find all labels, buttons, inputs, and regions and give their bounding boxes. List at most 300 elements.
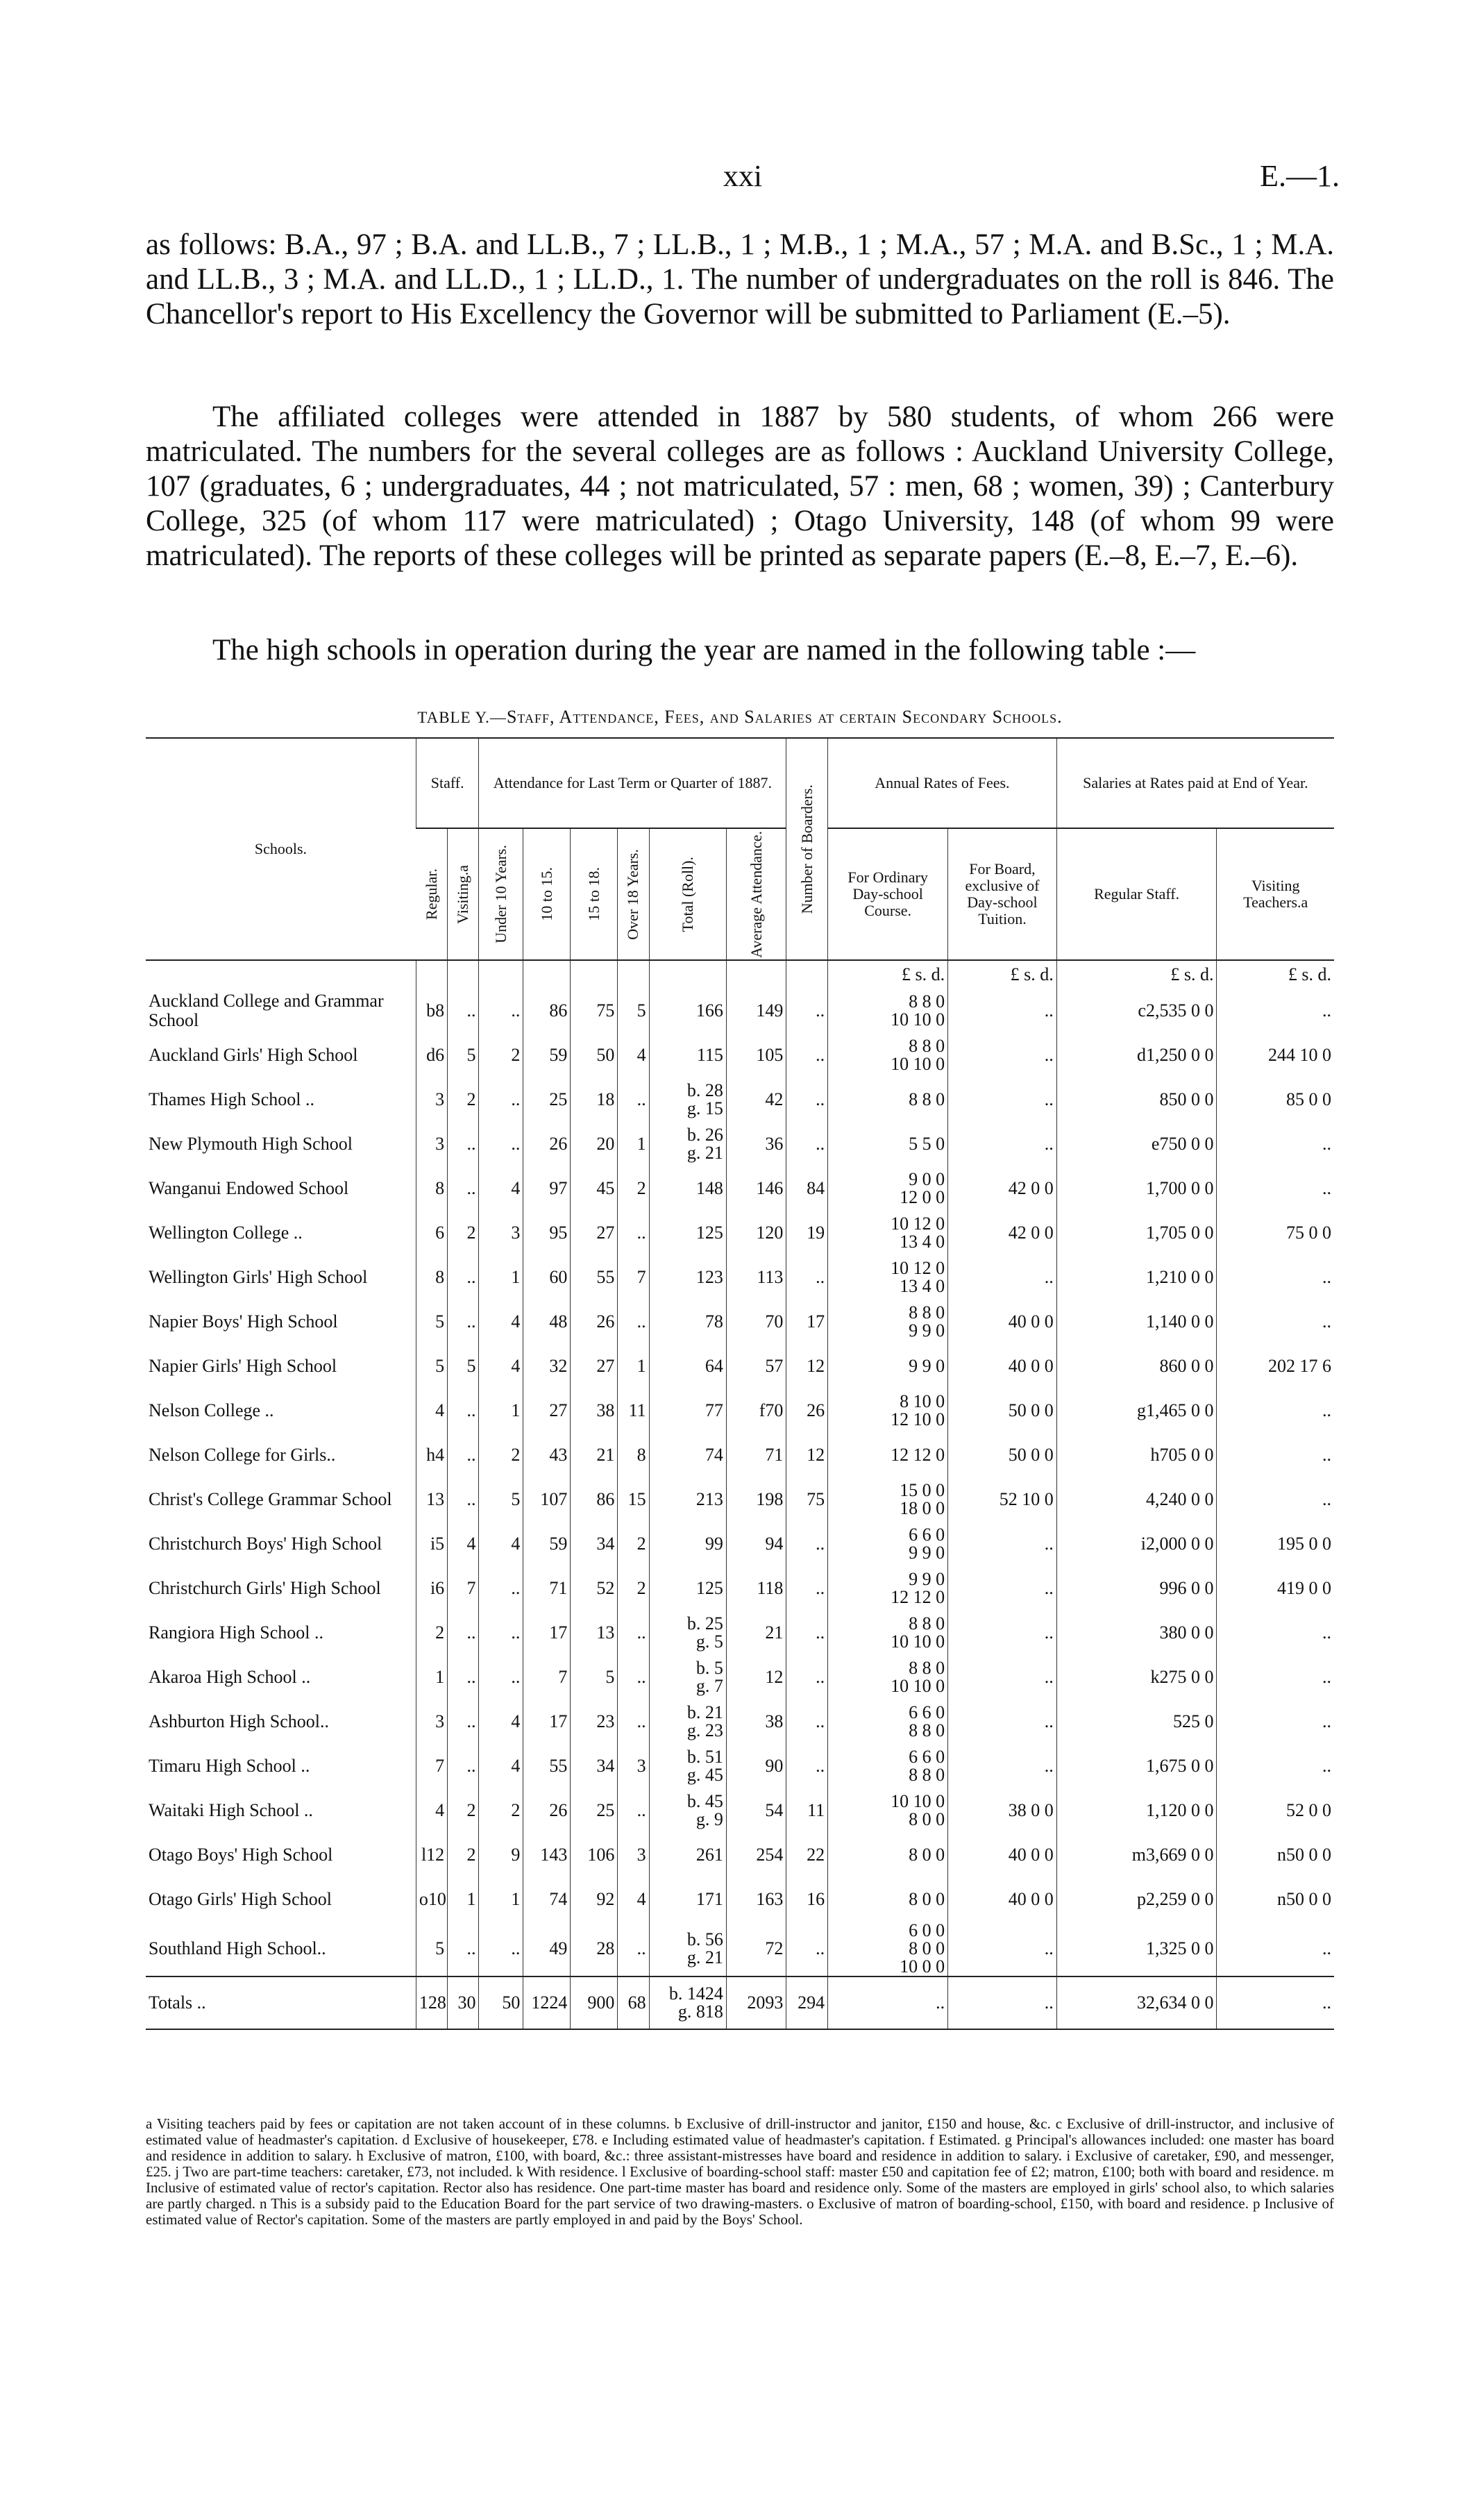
col-boarders: Number of Boarders. — [786, 738, 828, 960]
cell-a15: 106 — [571, 1833, 618, 1877]
cell-school: Napier Girls' High School — [149, 1356, 337, 1376]
cell-boarders: 16 — [786, 1877, 828, 1922]
cell-fee: 6 6 0 8 8 0 — [828, 1699, 948, 1744]
cell-school: Wellington College .. — [149, 1223, 303, 1243]
cell-board: .. — [948, 1699, 1057, 1744]
cell-average: 57 — [726, 1344, 786, 1388]
cell-visiting: .. — [448, 1744, 479, 1788]
cell-regular: 8 — [416, 1166, 447, 1211]
cell-under10: .. — [479, 989, 523, 1033]
cell-a10: 26 — [523, 1122, 571, 1166]
cell-school: Ashburton High School.. — [149, 1711, 329, 1731]
cell-a10: 1224 — [523, 1976, 571, 2029]
cell-fee: 8 8 0 9 9 0 — [828, 1300, 948, 1344]
cell-visiting: .. — [448, 1255, 479, 1300]
table-row — [146, 1655, 1334, 1699]
cell-total: 125 — [649, 1566, 726, 1611]
col-attendance: Attendance for Last Term or Quarter of 1887. — [479, 738, 786, 828]
cell-visiting: .. — [448, 1388, 479, 1433]
cell-under10: .. — [479, 1611, 523, 1655]
cell-a10: 59 — [523, 1033, 571, 1077]
cell-vis: .. — [1217, 1166, 1334, 1211]
cell-boarders: .. — [786, 1566, 828, 1611]
cell-a15: 27 — [571, 1344, 618, 1388]
cell-a15: 13 — [571, 1611, 618, 1655]
cell-reg: 1,700 0 0 — [1056, 1166, 1217, 1211]
cell-regular: 4 — [416, 1788, 447, 1833]
cell-vis: .. — [1217, 1655, 1334, 1699]
cell-total: b. 25 g. 5 — [649, 1611, 726, 1655]
cell-board: .. — [948, 1744, 1057, 1788]
cell-school: Auckland Girls' High School — [149, 1045, 358, 1065]
cell-board: .. — [948, 1655, 1057, 1699]
table-caption-title: Staff, Attendance, Fees, and Salaries at certain Secondary Schools. — [506, 707, 1063, 727]
cell-board: 50 0 0 — [948, 1388, 1057, 1433]
cell-a15: 27 — [571, 1211, 618, 1255]
cell-regular: d6 — [416, 1033, 447, 1077]
col-schools: Schools. — [146, 738, 416, 960]
cell-under10: 4 — [479, 1166, 523, 1211]
cell-under10: 1 — [479, 1877, 523, 1922]
cell-visiting: 4 — [448, 1522, 479, 1566]
table-row — [146, 1033, 1334, 1077]
cell-over18: 4 — [618, 1033, 649, 1077]
cell-a15: 5 — [571, 1655, 618, 1699]
cell-reg: k275 0 0 — [1056, 1655, 1217, 1699]
cell-visiting: 5 — [448, 1344, 479, 1388]
cell-average: 12 — [726, 1655, 786, 1699]
cell-average: f70 — [726, 1388, 786, 1433]
cell-over18: .. — [618, 1211, 649, 1255]
page-number: xxi — [723, 159, 763, 193]
cell-vis: n50 0 0 — [1217, 1877, 1334, 1922]
cell-visiting: 2 — [448, 1833, 479, 1877]
cell-total: b. 1424 g. 818 — [649, 1976, 726, 2029]
cell-reg: d1,250 0 0 — [1056, 1033, 1217, 1077]
cell-total: 74 — [649, 1433, 726, 1477]
col-total: Total (Roll). — [649, 828, 726, 960]
cell-a10: 7 — [523, 1655, 571, 1699]
cell-a10: 107 — [523, 1477, 571, 1522]
secondary-schools-table — [146, 737, 1334, 2030]
cell-school: Otago Boys' High School — [149, 1845, 333, 1865]
cell-over18: 3 — [618, 1833, 649, 1877]
cell-visiting: .. — [448, 1922, 479, 1976]
cell-school: Nelson College .. — [149, 1400, 274, 1420]
col-regular: Regular. — [416, 828, 447, 960]
cell-over18: .. — [618, 1655, 649, 1699]
cell-school: Nelson College for Girls.. — [149, 1445, 336, 1465]
cell-visiting: 1 — [448, 1877, 479, 1922]
cell-fee: 10 10 0 8 0 0 — [828, 1788, 948, 1833]
cell-reg: 4,240 0 0 — [1056, 1477, 1217, 1522]
cell-school: Waitaki High School .. — [149, 1800, 313, 1820]
cell-fee: 9 9 0 — [828, 1344, 948, 1388]
cell-average: 254 — [726, 1833, 786, 1877]
cell-visiting: .. — [448, 1122, 479, 1166]
cell-over18: .. — [618, 1077, 649, 1122]
cell-reg: p2,259 0 0 — [1056, 1877, 1217, 1922]
cell-board: .. — [948, 1922, 1057, 1976]
cell-vis: 85 0 0 — [1217, 1077, 1334, 1122]
cell-board: 40 0 0 — [948, 1300, 1057, 1344]
cell-reg: 32,634 0 0 — [1056, 1976, 1217, 2029]
cell-total: b. 28 g. 15 — [649, 1077, 726, 1122]
units-row — [146, 960, 1334, 989]
cell-a10: 25 — [523, 1077, 571, 1122]
cell-visiting: .. — [448, 1611, 479, 1655]
cell-over18: 8 — [618, 1433, 649, 1477]
cell-total: 99 — [649, 1522, 726, 1566]
cell-over18: 5 — [618, 989, 649, 1033]
cell-boarders: 294 — [786, 1976, 828, 2029]
cell-reg: 380 0 0 — [1056, 1611, 1217, 1655]
cell-over18: 68 — [618, 1976, 649, 2029]
cell-boarders: 17 — [786, 1300, 828, 1344]
cell-regular: 3 — [416, 1699, 447, 1744]
table-row — [146, 1611, 1334, 1655]
cell-regular: 5 — [416, 1300, 447, 1344]
table-row — [146, 1166, 1334, 1211]
cell-total: 148 — [649, 1166, 726, 1211]
cell-fee: 8 10 0 12 10 0 — [828, 1388, 948, 1433]
cell-vis: .. — [1217, 1477, 1334, 1522]
cell-under10: 2 — [479, 1433, 523, 1477]
table-row — [146, 1788, 1334, 1833]
cell-regular: 8 — [416, 1255, 447, 1300]
cell-a10: 60 — [523, 1255, 571, 1300]
cell-vis: 202 17 6 — [1217, 1344, 1334, 1388]
cell-vis: 244 10 0 — [1217, 1033, 1334, 1077]
cell-board: .. — [948, 1033, 1057, 1077]
cell-regular: h4 — [416, 1433, 447, 1477]
cell-total: 77 — [649, 1388, 726, 1433]
cell-a10: 49 — [523, 1922, 571, 1976]
cell-over18: .. — [618, 1611, 649, 1655]
cell-regular: 6 — [416, 1211, 447, 1255]
cell-reg: 1,675 0 0 — [1056, 1744, 1217, 1788]
cell-visiting: 7 — [448, 1566, 479, 1611]
cell-total: b. 26 g. 21 — [649, 1122, 726, 1166]
cell-total: 166 — [649, 989, 726, 1033]
cell-over18: 3 — [618, 1744, 649, 1788]
table-row — [146, 989, 1334, 1033]
cell-average: 90 — [726, 1744, 786, 1788]
col-10to15: 10 to 15. — [523, 828, 571, 960]
cell-boarders: .. — [786, 1033, 828, 1077]
cell-vis: 52 0 0 — [1217, 1788, 1334, 1833]
cell-a15: 34 — [571, 1744, 618, 1788]
cell-over18: .. — [618, 1922, 649, 1976]
cell-total: b. 45 g. 9 — [649, 1788, 726, 1833]
cell-a15: 92 — [571, 1877, 618, 1922]
cell-visiting: 5 — [448, 1033, 479, 1077]
cell-average: 36 — [726, 1122, 786, 1166]
cell-under10: 4 — [479, 1699, 523, 1744]
cell-fee: 15 0 0 18 0 0 — [828, 1477, 948, 1522]
cell-fee: 5 5 0 — [828, 1122, 948, 1166]
cell-average: 2093 — [726, 1976, 786, 2029]
cell-reg: g1,465 0 0 — [1056, 1388, 1217, 1433]
cell-school: Timaru High School .. — [149, 1756, 310, 1776]
page-header — [146, 158, 1340, 200]
units-fee: £ s. d. — [828, 960, 948, 989]
cell-fee: 9 0 0 12 0 0 — [828, 1166, 948, 1211]
table-row — [146, 1522, 1334, 1566]
cell-boarders: .. — [786, 989, 828, 1033]
cell-over18: 4 — [618, 1877, 649, 1922]
cell-over18: 2 — [618, 1522, 649, 1566]
cell-regular: o10 — [416, 1877, 447, 1922]
cell-a15: 52 — [571, 1566, 618, 1611]
cell-under10: 4 — [479, 1744, 523, 1788]
cell-over18: .. — [618, 1300, 649, 1344]
cell-over18: .. — [618, 1788, 649, 1833]
cell-reg: 1,140 0 0 — [1056, 1300, 1217, 1344]
cell-under10: 3 — [479, 1211, 523, 1255]
cell-reg: h705 0 0 — [1056, 1433, 1217, 1477]
cell-a10: 48 — [523, 1300, 571, 1344]
cell-a15: 38 — [571, 1388, 618, 1433]
cell-board: 40 0 0 — [948, 1877, 1057, 1922]
cell-regular: b8 — [416, 989, 447, 1033]
cell-board: 52 10 0 — [948, 1477, 1057, 1522]
table-caption-label: TABLE Y.— — [417, 709, 507, 726]
cell-boarders: .. — [786, 1655, 828, 1699]
cell-fee: .. — [828, 1976, 948, 2029]
cell-boarders: 75 — [786, 1477, 828, 1522]
cell-total: 261 — [649, 1833, 726, 1877]
cell-regular: 5 — [416, 1922, 447, 1976]
cell-total: b. 51 g. 45 — [649, 1744, 726, 1788]
cell-a15: 23 — [571, 1699, 618, 1744]
col-salaries: Salaries at Rates paid at End of Year. — [1056, 738, 1334, 828]
col-fee-board: For Board, exclusive of Day-school Tuition. — [948, 828, 1057, 960]
cell-vis: .. — [1217, 1976, 1334, 2029]
cell-boarders: 84 — [786, 1166, 828, 1211]
cell-reg: 860 0 0 — [1056, 1344, 1217, 1388]
cell-school: Otago Girls' High School — [149, 1889, 332, 1909]
cell-total: b. 21 g. 23 — [649, 1699, 726, 1744]
cell-vis: n50 0 0 — [1217, 1833, 1334, 1877]
cell-regular: 13 — [416, 1477, 447, 1522]
cell-a15: 26 — [571, 1300, 618, 1344]
cell-under10: 4 — [479, 1522, 523, 1566]
cell-average: 94 — [726, 1522, 786, 1566]
cell-a10: 95 — [523, 1211, 571, 1255]
table-row — [146, 1744, 1334, 1788]
cell-under10: 5 — [479, 1477, 523, 1522]
table-row — [146, 1477, 1334, 1522]
cell-vis: .. — [1217, 1922, 1334, 1976]
cell-fee: 6 6 0 9 9 0 — [828, 1522, 948, 1566]
cell-vis: .. — [1217, 1433, 1334, 1477]
table-row — [146, 1122, 1334, 1166]
report-reference: E.—1. — [1260, 159, 1340, 193]
cell-vis: 419 0 0 — [1217, 1566, 1334, 1611]
cell-regular: i6 — [416, 1566, 447, 1611]
cell-under10: .. — [479, 1077, 523, 1122]
cell-fee: 10 12 0 13 4 0 — [828, 1255, 948, 1300]
cell-visiting: .. — [448, 989, 479, 1033]
table-row — [146, 1344, 1334, 1388]
cell-total: b. 56 g. 21 — [649, 1922, 726, 1976]
cell-fee: 8 8 0 — [828, 1077, 948, 1122]
cell-vis: .. — [1217, 1699, 1334, 1744]
cell-total: 171 — [649, 1877, 726, 1922]
cell-reg: 1,705 0 0 — [1056, 1211, 1217, 1255]
cell-average: 198 — [726, 1477, 786, 1522]
cell-vis: .. — [1217, 1611, 1334, 1655]
cell-under10: .. — [479, 1655, 523, 1699]
cell-reg: m3,669 0 0 — [1056, 1833, 1217, 1877]
cell-a15: 900 — [571, 1976, 618, 2029]
cell-over18: 1 — [618, 1122, 649, 1166]
cell-boarders: 26 — [786, 1388, 828, 1433]
table-row — [146, 1699, 1334, 1744]
cell-visiting: .. — [448, 1699, 479, 1744]
cell-under10: 4 — [479, 1344, 523, 1388]
cell-visiting: 30 — [448, 1976, 479, 2029]
cell-reg: e750 0 0 — [1056, 1122, 1217, 1166]
cell-fee: 8 8 0 10 10 0 — [828, 1655, 948, 1699]
cell-board: .. — [948, 1566, 1057, 1611]
cell-average: 105 — [726, 1033, 786, 1077]
cell-boarders: .. — [786, 1744, 828, 1788]
cell-a15: 25 — [571, 1788, 618, 1833]
cell-reg: 1,325 0 0 — [1056, 1922, 1217, 1976]
cell-visiting: .. — [448, 1300, 479, 1344]
table-row — [146, 1566, 1334, 1611]
cell-board: 42 0 0 — [948, 1211, 1057, 1255]
cell-visiting: .. — [448, 1166, 479, 1211]
cell-board: .. — [948, 1122, 1057, 1166]
cell-total: 78 — [649, 1300, 726, 1344]
cell-fee: 8 0 0 — [828, 1877, 948, 1922]
cell-board: 50 0 0 — [948, 1433, 1057, 1477]
cell-a10: 27 — [523, 1388, 571, 1433]
cell-regular: 2 — [416, 1611, 447, 1655]
cell-a10: 97 — [523, 1166, 571, 1211]
cell-board: .. — [948, 1077, 1057, 1122]
cell-school: Christchurch Boys' High School — [149, 1534, 382, 1554]
cell-average: 118 — [726, 1566, 786, 1611]
cell-boarders: 12 — [786, 1433, 828, 1477]
cell-average: 72 — [726, 1922, 786, 1976]
cell-over18: 2 — [618, 1566, 649, 1611]
cell-under10: 2 — [479, 1033, 523, 1077]
cell-boarders: .. — [786, 1255, 828, 1300]
col-over18: Over 18 Years. — [618, 828, 649, 960]
cell-school: Thames High School .. — [149, 1089, 315, 1109]
cell-boarders: .. — [786, 1611, 828, 1655]
cell-regular: 5 — [416, 1344, 447, 1388]
cell-reg: 525 0 — [1056, 1699, 1217, 1744]
cell-a10: 71 — [523, 1566, 571, 1611]
cell-school: Rangiora High School .. — [149, 1622, 324, 1643]
cell-under10: .. — [479, 1566, 523, 1611]
cell-board: 38 0 0 — [948, 1788, 1057, 1833]
cell-total: 123 — [649, 1255, 726, 1300]
cell-boarders: 11 — [786, 1788, 828, 1833]
cell-reg: 1,210 0 0 — [1056, 1255, 1217, 1300]
cell-over18: 7 — [618, 1255, 649, 1300]
cell-school: Auckland College and Grammar School — [149, 991, 384, 1030]
cell-over18: .. — [618, 1699, 649, 1744]
cell-regular: l12 — [416, 1833, 447, 1877]
cell-fee: 12 12 0 — [828, 1433, 948, 1477]
cell-over18: 11 — [618, 1388, 649, 1433]
cell-total: 115 — [649, 1033, 726, 1077]
cell-a10: 143 — [523, 1833, 571, 1877]
cell-fee: 8 8 0 10 10 0 — [828, 1033, 948, 1077]
table-row — [146, 1388, 1334, 1433]
table-row — [146, 1211, 1334, 1255]
cell-a10: 55 — [523, 1744, 571, 1788]
cell-school: Wanganui Endowed School — [149, 1178, 349, 1198]
cell-a10: 59 — [523, 1522, 571, 1566]
cell-visiting: .. — [448, 1433, 479, 1477]
cell-total: 64 — [649, 1344, 726, 1388]
cell-board: .. — [948, 1611, 1057, 1655]
cell-under10: 50 — [479, 1976, 523, 2029]
cell-vis: .. — [1217, 989, 1334, 1033]
cell-total: 213 — [649, 1477, 726, 1522]
col-staff: Staff. — [416, 738, 479, 828]
cell-average: 146 — [726, 1166, 786, 1211]
cell-reg: i2,000 0 0 — [1056, 1522, 1217, 1566]
cell-a15: 50 — [571, 1033, 618, 1077]
cell-boarders: .. — [786, 1922, 828, 1976]
cell-under10: 1 — [479, 1388, 523, 1433]
cell-a10: 86 — [523, 989, 571, 1033]
cell-average: 71 — [726, 1433, 786, 1477]
cell-under10: 2 — [479, 1788, 523, 1833]
table-row — [146, 1077, 1334, 1122]
cell-a15: 20 — [571, 1122, 618, 1166]
cell-boarders: .. — [786, 1122, 828, 1166]
cell-board: .. — [948, 989, 1057, 1033]
cell-regular: 128 — [416, 1976, 447, 2029]
cell-vis: .. — [1217, 1300, 1334, 1344]
cell-regular: 4 — [416, 1388, 447, 1433]
cell-fee: 8 0 0 — [828, 1833, 948, 1877]
cell-board: .. — [948, 1255, 1057, 1300]
cell-a10: 17 — [523, 1699, 571, 1744]
cell-vis: .. — [1217, 1122, 1334, 1166]
cell-regular: 3 — [416, 1077, 447, 1122]
col-fee-day: For Ordinary Day-school Course. — [828, 828, 948, 960]
cell-over18: 15 — [618, 1477, 649, 1522]
cell-average: 54 — [726, 1788, 786, 1833]
table-row — [146, 1922, 1334, 1976]
col-visiting: Visiting.a — [448, 828, 479, 960]
cell-over18: 2 — [618, 1166, 649, 1211]
cell-school: Christ's College Grammar School — [149, 1489, 392, 1509]
units-board: £ s. d. — [948, 960, 1057, 989]
cell-total: 125 — [649, 1211, 726, 1255]
cell-board: 42 0 0 — [948, 1166, 1057, 1211]
cell-reg: 996 0 0 — [1056, 1566, 1217, 1611]
cell-a10: 43 — [523, 1433, 571, 1477]
cell-school: New Plymouth High School — [149, 1134, 353, 1154]
cell-a15: 28 — [571, 1922, 618, 1976]
cell-fee: 8 8 0 10 10 0 — [828, 989, 948, 1033]
cell-school: Akaroa High School .. — [149, 1667, 311, 1687]
cell-over18: 1 — [618, 1344, 649, 1388]
units-regular: £ s. d. — [1056, 960, 1217, 989]
cell-regular: 3 — [416, 1122, 447, 1166]
